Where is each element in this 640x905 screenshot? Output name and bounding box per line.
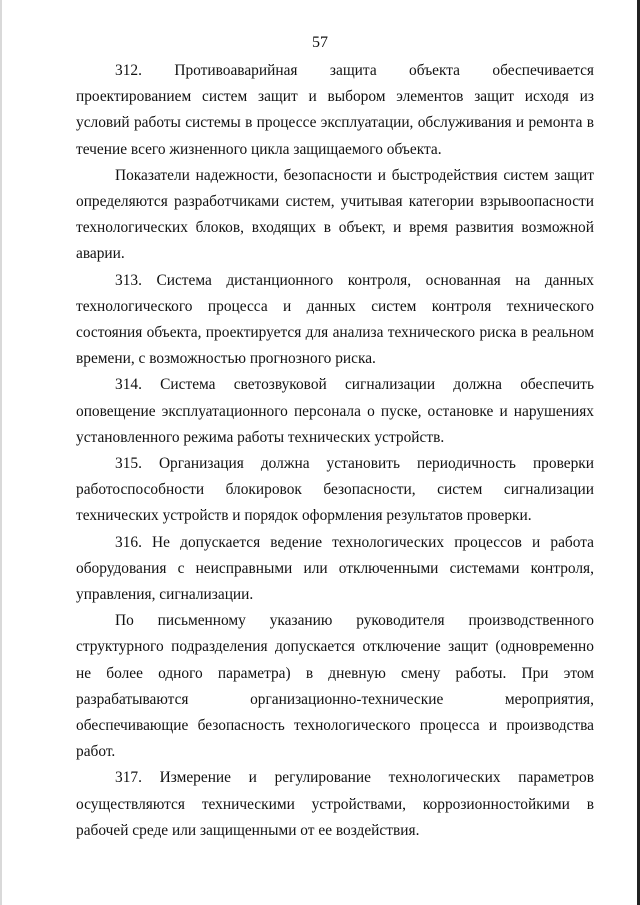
document-body — [76, 58, 594, 844]
paragraph-315: 315. Организация должна установить периодичность проверки работоспособности блокировок безопасности, систем сигнализации технических устройств и порядок оформления результатов проверки. — [76, 455, 594, 525]
paragraph-317: 317. Измерение и регулирование технологических параметров осуществляются техническими устройствами, коррозионностойкими в рабочей среде или защищенными от ее воздействия. — [76, 769, 594, 839]
page-number: 57 — [312, 34, 328, 51]
paragraph-312: 312. Противоаварийная защита объекта обеспечивается проектированием систем защит и выбором элементов защит исходя из условий работы системы в процессе эксплуатации, обслуживания и ремонта в течение всего жизненного цикла защищаемого объекта. — [76, 62, 594, 158]
scan-edge-left — [0, 0, 2, 905]
paragraph-313: 313. Система дистанционного контроля, основанная на данных технологического процесса и данных систем контроля технического состояния объекта, проектируется для анализа технического риска в реальном времени, с возможностью прогнозного риска. — [76, 271, 594, 368]
paragraph-312-indicators: Показатели надежности, безопасности и быстродействия систем защит определяются разработчиками систем, учитывая категории взрывоопасности технологических блоков, входящих в объект, и время развития возможной аварии. — [76, 166, 594, 263]
paragraph-314: 314. Система светозвуковой сигнализации должна обеспечить оповещение эксплуатационного персонала о пуске, остановке и нарушениях установленного режима работы технических устройств. — [76, 376, 594, 446]
paragraph-316-disabling: По письменному указанию руководителя производственного структурного подразделения допускается отключение защит (одновременно не более одного параметра) в дневную смену работы. При этом разрабатываются организационно-технические мероприятия, обеспечивающие безопасность технологического процесса и производства работ. — [76, 612, 594, 761]
paragraph-316: 316. Не допускается ведение технологических процессов и работа оборудования с неисправными или отключенными системами контроля, управления, сигнализации. — [76, 533, 594, 604]
